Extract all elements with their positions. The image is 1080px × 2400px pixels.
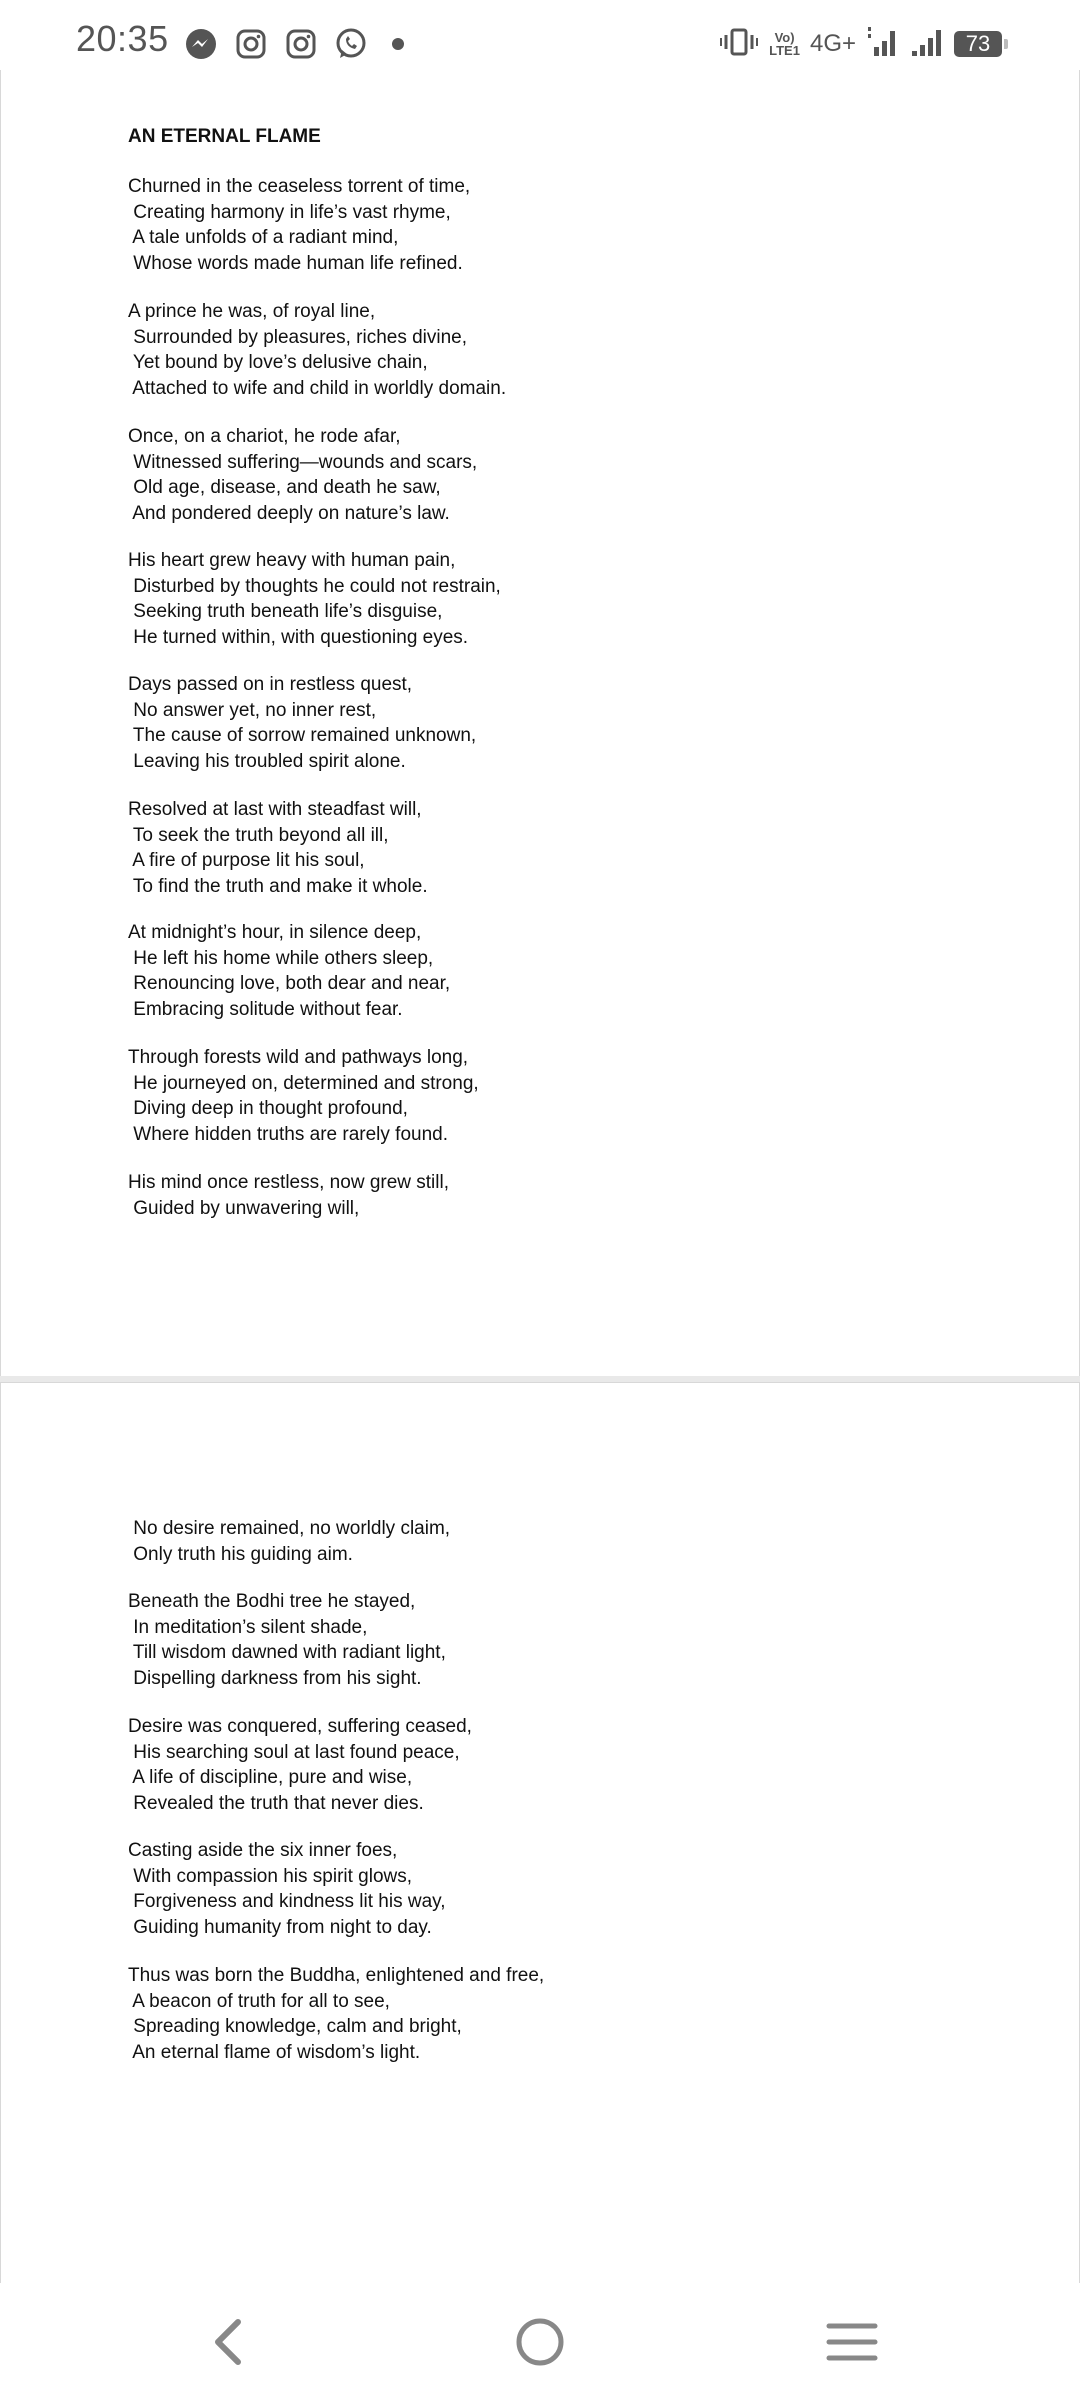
- poem-line: Renouncing love, both dear and near,: [128, 973, 451, 995]
- document-page-2[interactable]: [0, 1382, 1080, 2283]
- poem-line: And pondered deeply on nature’s law.: [128, 502, 450, 524]
- poem-line: Forgiveness and kindness lit his way,: [128, 1891, 446, 1913]
- poem-line: Guided by unwavering will,: [128, 1197, 360, 1219]
- network-type: 4G+: [809, 30, 856, 57]
- poem-line: Resolved at last with steadfast will,: [128, 799, 422, 820]
- whatsapp-icon: [334, 27, 368, 61]
- poem-line: To seek the truth beyond all ill,: [128, 824, 389, 846]
- poem-line: Where hidden truths are rarely found.: [128, 1123, 449, 1145]
- volte-indicator: [769, 31, 800, 57]
- poem-line: Churned in the ceaseless torrent of time,: [128, 176, 471, 197]
- system-icons: [719, 26, 1002, 62]
- stanza: [128, 1963, 544, 2065]
- poem-line: Leaving his troubled spirit alone.: [128, 750, 406, 772]
- poem-line: An eternal flame of wisdom’s light.: [128, 2041, 421, 2063]
- poem-line: Revealed the truth that never dies.: [128, 1792, 424, 1814]
- stanza: [128, 797, 428, 899]
- poem-line: Embracing solitude without fear.: [128, 998, 403, 1020]
- poem-line: The cause of sorrow remained unknown,: [128, 725, 477, 747]
- poem-line: With compassion his spirit glows,: [128, 1865, 413, 1887]
- poem-line: Thus was born the Buddha, enlightened and free,: [128, 1965, 545, 1986]
- stanza: [128, 548, 501, 650]
- poem-line: Disturbed by thoughts he could not restrain,: [128, 575, 501, 597]
- poem-line: Through forests wild and pathways long,: [128, 1047, 469, 1068]
- poem-line: Yet bound by love’s delusive chain,: [128, 352, 428, 374]
- poem-line: Once, on a chariot, he rode afar,: [128, 426, 401, 447]
- poem-line: A prince he was, of royal line,: [128, 301, 376, 322]
- home-button[interactable]: [500, 2310, 580, 2374]
- poem-line: He turned within, with questioning eyes.: [128, 626, 469, 648]
- instagram-icon: [284, 27, 318, 61]
- document-page-1[interactable]: [0, 70, 1080, 1377]
- poem-line: His searching soul at last found peace,: [128, 1741, 460, 1763]
- signal-icon: [866, 27, 900, 62]
- poem-line: Desire was conquered, suffering ceased,: [128, 1716, 472, 1737]
- poem-line: Only truth his guiding aim.: [128, 1543, 353, 1565]
- poem-line: Dispelling darkness from his sight.: [128, 1667, 422, 1689]
- back-button[interactable]: [188, 2310, 268, 2374]
- battery-level: 73: [965, 31, 991, 56]
- back-icon: [208, 2318, 248, 2366]
- stanza: [128, 1170, 449, 1221]
- stanza: [128, 1589, 446, 1691]
- poem-line: Seeking truth beneath life’s disguise,: [128, 601, 443, 623]
- poem-line: Attached to wife and child in worldly domain.: [128, 377, 507, 399]
- battery-icon: [954, 31, 1002, 57]
- volte-label: Vo): [774, 30, 795, 45]
- poem-line: A life of discipline, pure and wise,: [128, 1767, 413, 1789]
- stanza: [128, 1714, 472, 1816]
- poem-line: Till wisdom dawned with radiant light,: [128, 1642, 446, 1664]
- poem-line: Casting aside the six inner foes,: [128, 1840, 398, 1861]
- status-time: 20:35: [76, 18, 169, 59]
- poem-line: His mind once restless, now grew still,: [128, 1172, 449, 1193]
- stanza: [128, 1838, 446, 1940]
- poem-line: A beacon of truth for all to see,: [128, 1990, 390, 2012]
- poem-title: AN ETERNAL FLAME: [128, 126, 321, 147]
- poem-line: A tale unfolds of a radiant mind,: [128, 227, 399, 249]
- navigation-bar: [0, 2286, 1080, 2400]
- signal-icon: [910, 27, 944, 62]
- recents-button[interactable]: [812, 2310, 892, 2374]
- stanza: [128, 1045, 479, 1147]
- stanza: [128, 920, 450, 1022]
- poem-line: His heart grew heavy with human pain,: [128, 550, 456, 571]
- poem-line: In meditation’s silent shade,: [128, 1616, 368, 1638]
- stanza: [128, 672, 476, 774]
- stanza: [128, 1516, 450, 1567]
- lte-label: LTE1: [769, 43, 800, 58]
- instagram-icon: [234, 27, 268, 61]
- poem-line: Old age, disease, and death he saw,: [128, 477, 441, 499]
- stanza: [128, 299, 506, 401]
- vibrate-icon: [719, 27, 759, 62]
- poem-line: Beneath the Bodhi tree he stayed,: [128, 1591, 416, 1612]
- poem-line: Days passed on in restless quest,: [128, 674, 413, 695]
- poem-line: No answer yet, no inner rest,: [128, 699, 377, 721]
- stanza: [128, 424, 477, 526]
- poem-line: A fire of purpose lit his soul,: [128, 850, 365, 872]
- messenger-icon: [184, 27, 218, 61]
- dot-icon: [392, 38, 404, 50]
- home-icon: [514, 2316, 566, 2368]
- poem-line: Whose words made human life refined.: [128, 252, 463, 274]
- poem-line: No desire remained, no worldly claim,: [128, 1518, 451, 1539]
- poem-line: Spreading knowledge, calm and bright,: [128, 2016, 462, 2038]
- poem-line: Diving deep in thought profound,: [128, 1098, 408, 1120]
- notification-icons: [184, 26, 404, 62]
- poem-line: Creating harmony in life’s vast rhyme,: [128, 201, 451, 223]
- poem-line: He journeyed on, determined and strong,: [128, 1072, 479, 1094]
- poem-line: Guiding humanity from night to day.: [128, 1916, 432, 1938]
- poem-line: Witnessed suffering—wounds and scars,: [128, 451, 478, 473]
- poem-line: He left his home while others sleep,: [128, 947, 434, 969]
- stanza: [128, 174, 470, 276]
- poem-line: Surrounded by pleasures, riches divine,: [128, 326, 468, 348]
- recents-icon: [825, 2320, 879, 2364]
- poem-line: To find the truth and make it whole.: [128, 875, 428, 897]
- poem-line: At midnight’s hour, in silence deep,: [128, 922, 422, 943]
